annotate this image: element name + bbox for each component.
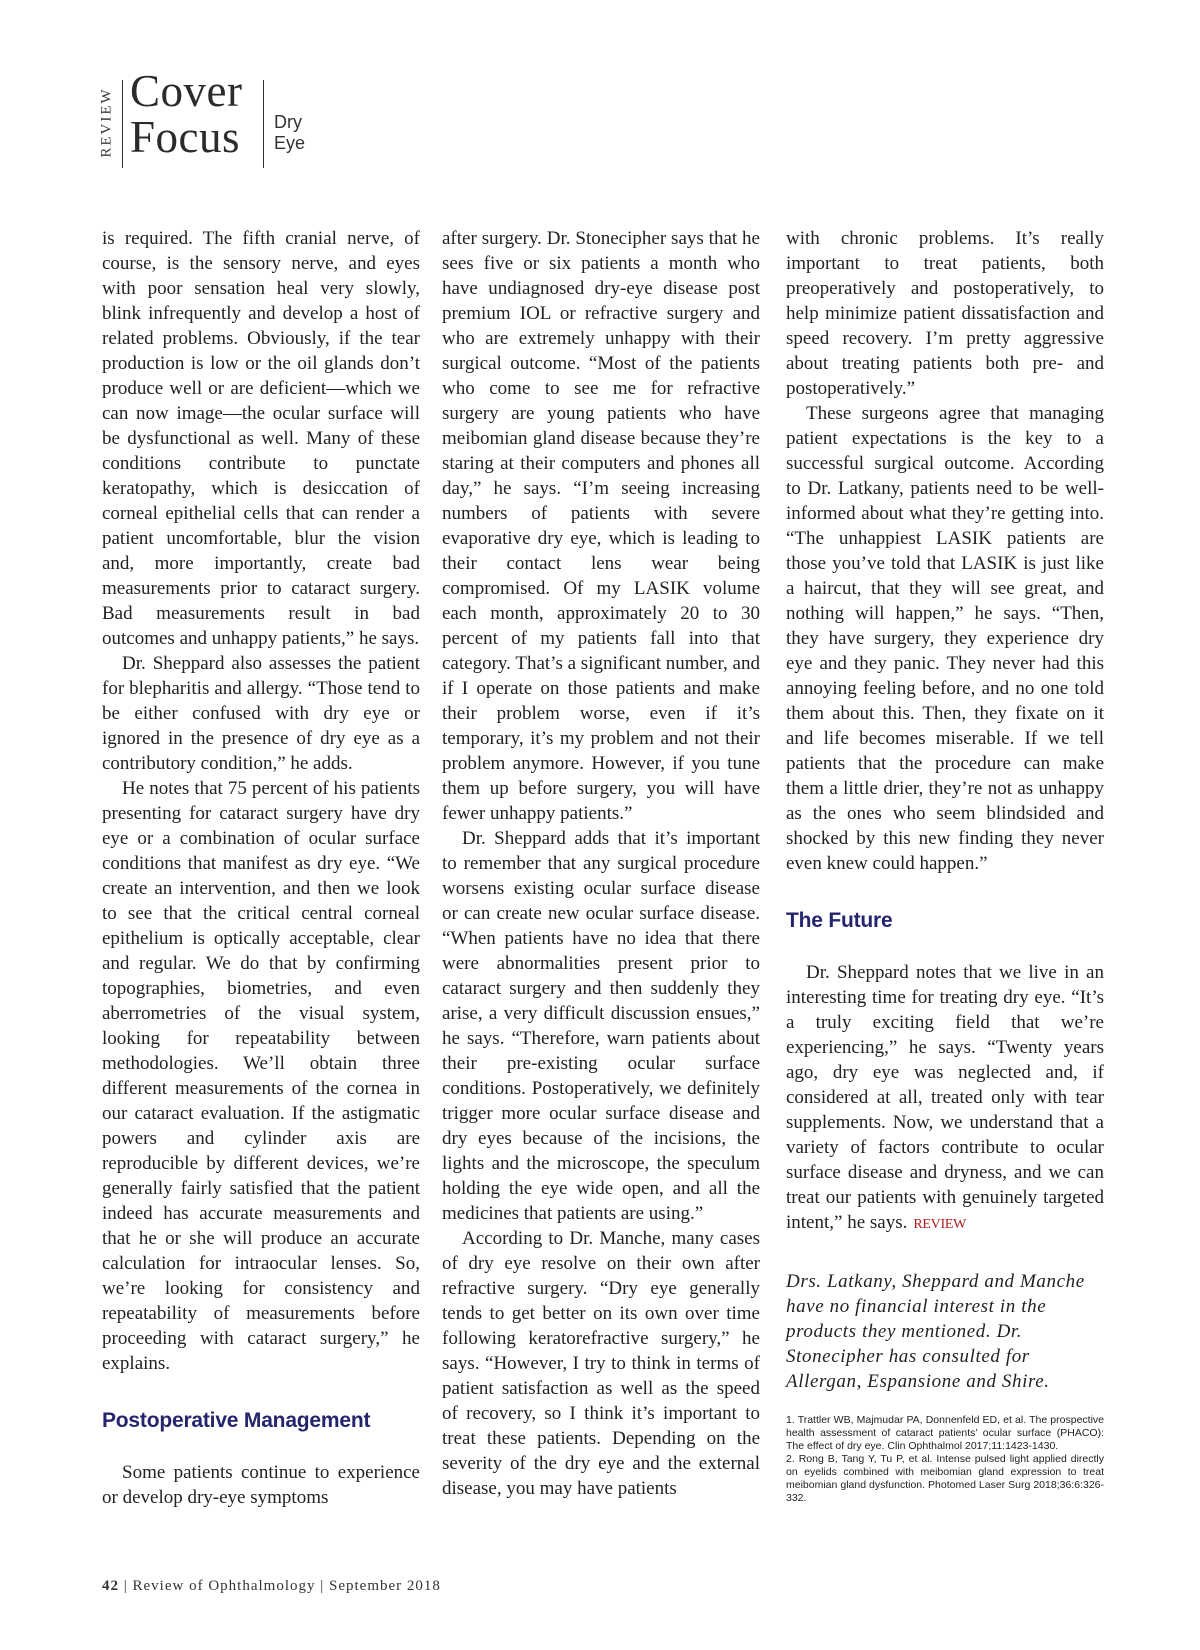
paragraph: after surgery. Dr. Stonecipher says that he sees five or six patients a month who have undiagnosed dry-eye disease post premium IOL or refractive surgery and who are extremely unhappy with their surgical outcome. “Most of the patients who come to see me for refractive surgery are young patients who have meibomian gland disease because they’re staring at their computers and phones all day,” he says. “I’m seeing increasing numbers of patients with severe evaporative dry eye, which is leading to their contact lens wear being compromised. Of my LASIK volume each month, approximately 20 to 30 percent of my patients fall into that category. That’s a significant number, and if I operate on those patients and make their problem worse, even if it’s temporary, it’s my problem and not their problem anymore. However, if you tune them up before surgery, you will have fewer unhappy patients.” bbox=[442, 228, 760, 824]
paragraph: Dr. Sheppard also assesses the patient for blepharitis and allergy. “Those tend to be either confused with dry eye or ignored in the presence of dry eye as a contributory condition,” he adds. bbox=[102, 653, 420, 774]
paragraph: He notes that 75 percent of his patients presenting for cataract surgery have dry eye or a combination of ocular surface conditions that manifest as dry eye. “We create an intervention, and then we look to see that the critical central corneal epithelium is optically acceptable, clear and regular. We do that by confirming topographies, biometries, and even aberrometries of the visual system, looking for repeatability between methodologies. We’ll obtain three different measurements of the cornea in our cataract evaluation. If the astigmatic powers and cylinder axis are reproducible by different devices, we’re generally fairly satisfied that the patient indeed has accurate measurements and that he or she will produce an accurate calculation for intraocular lenses. So, we’re looking for consistency and repeatability of measurements before proceeding with cataract surgery,” he explains. bbox=[102, 778, 420, 1374]
paragraph: is required. The fifth cranial nerve, of course, is the sensory nerve, and eyes with poor sensation heal very slowly, blink infrequently and develop a host of related problems. Obviously, if the tear production is low or the oil glands don’t produce well or are deficient—which we can now image—the ocular surface will be dysfunctional as well. Many of these conditions contribute to punctate keratopathy, which is desiccation of corneal epithelial cells that can render a patient uncomfortable, blur the vision and, more importantly, create bad measurements prior to cataract surgery. Bad measurements result in bad outcomes and unhappy patients,” he says. bbox=[102, 228, 420, 649]
article-column-1 bbox=[102, 226, 420, 1510]
header-divider-left bbox=[122, 80, 123, 168]
section-heading-future: The Future bbox=[786, 909, 893, 932]
end-mark: REVIEW bbox=[913, 1217, 966, 1232]
footer-separator: | bbox=[320, 1578, 325, 1594]
reference-item: 2. Rong B, Tang Y, Tu P, et al. Intense pulsed light applied directly on eyelids combined with meibomian gland expression to treat meibomian gland dysfunction. Photomed Laser Surg 2018;36:6:326-332. bbox=[786, 1453, 1104, 1504]
page-footer bbox=[102, 1578, 441, 1595]
paragraph-with-end-mark bbox=[786, 960, 1104, 1237]
article-column-3 bbox=[786, 226, 1104, 1505]
header-divider-right bbox=[263, 80, 264, 168]
paragraph: Some patients continue to experience or develop dry-eye symptoms bbox=[102, 1462, 420, 1508]
article-column-2 bbox=[442, 226, 760, 1501]
section-title-line-1: Cover bbox=[130, 66, 243, 116]
financial-disclosure: Drs. Latkany, Sheppard and Manche have no financial interest in the products they mentioned. Dr. Stonecipher has consulted for Allergan, Espansione and Shire. bbox=[786, 1271, 1085, 1392]
paragraph: Dr. Sheppard adds that it’s important to remember that any surgical procedure worsens existing ocular surface disease or can create new ocular surface disease. “When patients have no idea that there were abnormalities present prior to cataract surgery and then suddenly they arise, a very difficult discussion ensues,” he says. “Therefore, warn patients about their pre-existing ocular surface conditions. Postoperatively, we definitely trigger more ocular surface disease and dry eyes because of the incisions, the lights and the microscope, the speculum holding the eye wide open, and all the medicines that patients are using.” bbox=[442, 828, 760, 1224]
issue-date: September 2018 bbox=[329, 1578, 441, 1594]
publication-name: Review of Ophthalmology bbox=[132, 1578, 316, 1594]
references bbox=[786, 1414, 1104, 1505]
reference-item: 1. Trattler WB, Majmudar PA, Donnenfeld ED, et al. The prospective health assessment of cataract patients’ ocular surface (PHACO): The effect of dry eye. Clin Ophthalmol 2017;11:1423-1430. bbox=[786, 1414, 1104, 1452]
section-title bbox=[130, 68, 265, 160]
paragraph: According to Dr. Manche, many cases of dry eye resolve on their own after refractive surgery. “Dry eye generally tends to get better on its own over time following keratorefractive surgery,” he says. “However, I try to think in terms of patient satisfaction as well as the speed of recovery, so I think it’s important to treat these patients. Depending on the severity of the dry eye and the external disease, you may have patients bbox=[442, 1228, 760, 1499]
review-tab bbox=[96, 76, 118, 168]
review-tab-label: REVIEW bbox=[98, 86, 115, 158]
paragraph: with chronic problems. It’s really important to treat patients, both preoperatively and postoperatively, to help minimize patient dissatisfaction and speed recovery. I’m pretty aggressive about treating patients both pre- and postoperatively.” bbox=[786, 228, 1104, 399]
page-number: 42 bbox=[102, 1578, 119, 1594]
section-title-line-2: Focus bbox=[130, 112, 241, 162]
section-heading-postoperative: Postoperative Management bbox=[102, 1409, 371, 1432]
paragraph-text: Dr. Sheppard notes that we live in an interesting time for treating dry eye. “It’s a truly exciting field that we’re experiencing,” he says. “Twenty years ago, dry eye was neglected and, if considered at all, treated only with tear supplements. Now, we understand that a variety of factors contribute to ocular surface disease and dryness, and we can treat our patients with genuinely targeted intent,” he says. bbox=[786, 962, 1104, 1233]
footer-separator: | bbox=[123, 1578, 128, 1594]
department-label: Dry Eye bbox=[274, 112, 306, 153]
paragraph: These surgeons agree that managing patient expectations is the key to a successful surgical outcome. According to Dr. Latkany, patients need to be well-informed about what they’re getting into. “The unhappiest LASIK patients are those you’ve told that LASIK is just like a haircut, that they will see great, and nothing will happen,” he says. “Then, they have surgery, they experience dry eye and they panic. They never had this annoying feeling before, and no one told them about this. Then, they fixate on it and life becomes miserable. If we tell patients that the procedure can make them a little drier, they’re not as unhappy as the ones who seem blindsided and shocked by this new finding they never even knew could happen.” bbox=[786, 403, 1104, 874]
